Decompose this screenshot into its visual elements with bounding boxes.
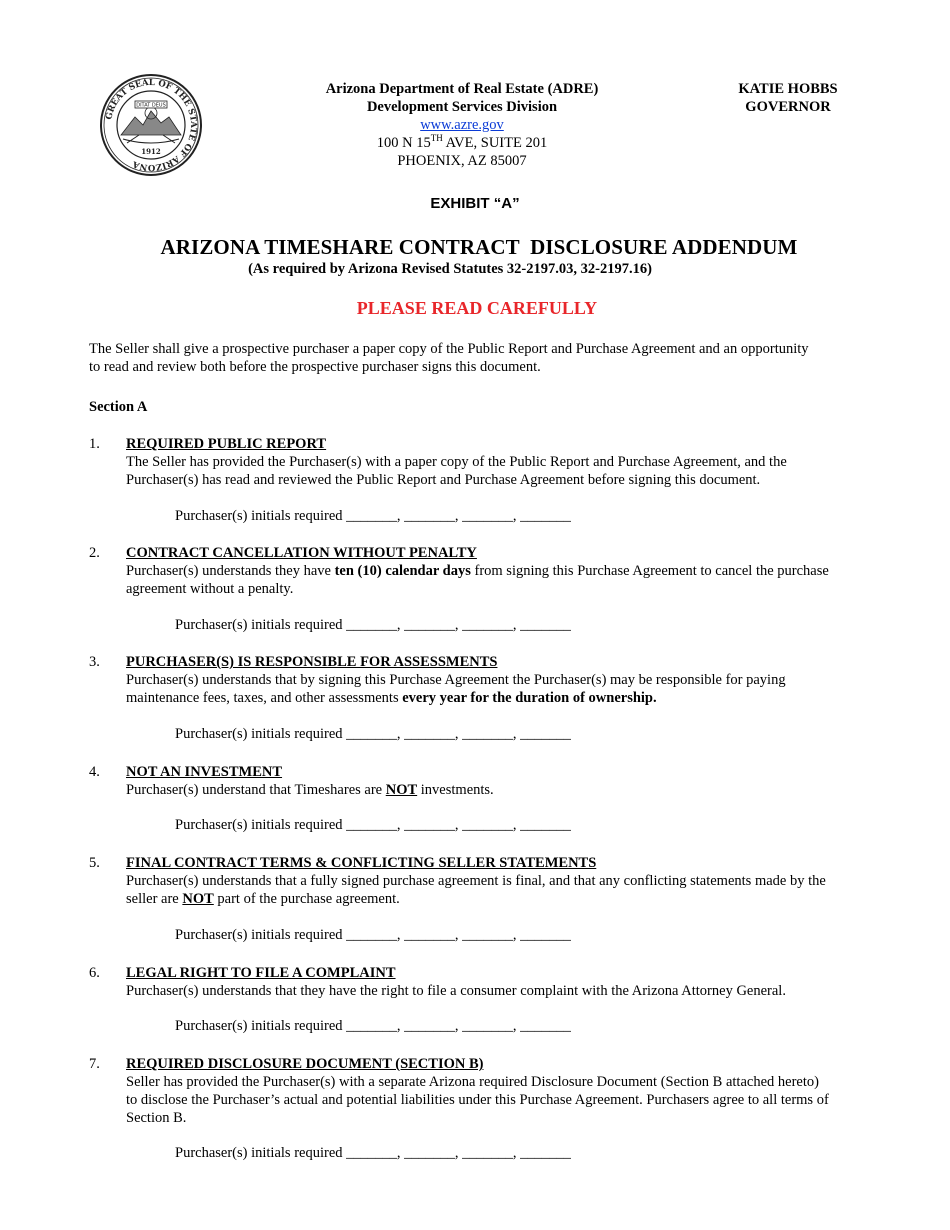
item-number: 2. bbox=[89, 545, 100, 561]
item-heading: FINAL CONTRACT TERMS & CONFLICTING SELLER STATEMENTS bbox=[126, 855, 597, 871]
initials-field-2[interactable]: Purchaser(s) initials required _______, _______, _______, _______ bbox=[175, 617, 571, 633]
agency-name: Arizona Department of Real Estate (ADRE) bbox=[325, 81, 599, 97]
item-body: Purchaser(s) understands that a fully signed purchase agreement is final, and that any conflicting statements made by the seller are NOT part of the purchase agreement. bbox=[126, 873, 826, 907]
svg-text:1912: 1912 bbox=[141, 147, 161, 156]
initials-field-7[interactable]: Purchaser(s) initials required _______, _______, _______, _______ bbox=[175, 1145, 571, 1161]
item-body: The Seller has provided the Purchaser(s) with a paper copy of the Public Report and Purchase Agreement, and the Purchaser(s) has read and reviewed the Public Report and Purchase Agreement before signing this document. bbox=[126, 454, 787, 488]
initials-field-3[interactable]: Purchaser(s) initials required _______, _______, _______, _______ bbox=[175, 726, 571, 742]
item-heading: LEGAL RIGHT TO FILE A COMPLAINT bbox=[126, 965, 396, 981]
arizona-state-seal bbox=[99, 73, 203, 177]
item-body: Purchaser(s) understands they have ten (10) calendar days from signing this Purchase Agreement to cancel the purchase agreement without a penalty. bbox=[126, 563, 829, 597]
svg-text:DITAT DEUS: DITAT DEUS bbox=[136, 102, 166, 109]
item-heading: REQUIRED DISCLOSURE DOCUMENT (SECTION B) bbox=[126, 1056, 484, 1072]
division-name: Development Services Division bbox=[366, 99, 558, 115]
initials-field-6[interactable]: Purchaser(s) initials required _______, _______, _______, _______ bbox=[175, 1018, 571, 1034]
city-address: PHOENIX, AZ 85007 bbox=[397, 153, 527, 169]
document-subtitle: (As required by Arizona Revised Statutes 32-2197.03, 32-2197.16) bbox=[248, 261, 652, 277]
disclosure-item-1 bbox=[89, 435, 899, 489]
disclosure-item-7 bbox=[89, 1055, 899, 1127]
intro-paragraph: The Seller shall give a prospective purchaser a paper copy of the Public Report and Purchase Agreement and an opportunity to read and review both before the prospective purchaser signs this document. bbox=[89, 341, 809, 375]
read-carefully-alert: PLEASE READ CAREFULLY bbox=[356, 298, 598, 318]
item-number: 7. bbox=[89, 1056, 100, 1072]
governor-name: KATIE HOBBS bbox=[738, 81, 838, 97]
section-a-label: Section A bbox=[89, 399, 148, 415]
item-number: 1. bbox=[89, 436, 100, 452]
disclosure-item-4 bbox=[89, 763, 899, 799]
item-number: 5. bbox=[89, 855, 100, 871]
item-heading: NOT AN INVESTMENT bbox=[126, 764, 283, 780]
item-body: Purchaser(s) understand that Timeshares are NOT investments. bbox=[126, 782, 494, 798]
item-body: Purchaser(s) understands that by signing this Purchase Agreement the Purchaser(s) may be responsible for paying maintenance fees, taxes, and other assessments every year for the duration of ownership. bbox=[126, 672, 786, 706]
disclosure-item-2 bbox=[89, 544, 899, 598]
disclosure-item-6 bbox=[89, 964, 899, 1000]
item-heading: CONTRACT CANCELLATION WITHOUT PENALTY bbox=[126, 545, 477, 561]
item-number: 3. bbox=[89, 654, 100, 670]
street-address: 100 N 15TH AVE, SUITE 201 bbox=[376, 133, 548, 151]
item-number: 6. bbox=[89, 965, 100, 981]
initials-field-1[interactable]: Purchaser(s) initials required _______, _______, _______, _______ bbox=[175, 508, 571, 524]
governor-block bbox=[712, 80, 864, 116]
item-body: Purchaser(s) understands that they have the right to file a consumer complaint with the Arizona Attorney General. bbox=[126, 983, 786, 999]
exhibit-label: EXHIBIT “A” bbox=[430, 195, 520, 212]
agency-header bbox=[262, 80, 662, 170]
document-title: ARIZONA TIMESHARE CONTRACT DISCLOSURE ADDENDUM bbox=[160, 235, 798, 259]
item-heading: REQUIRED PUBLIC REPORT bbox=[126, 436, 327, 452]
initials-field-4[interactable]: Purchaser(s) initials required _______, _______, _______, _______ bbox=[175, 817, 571, 833]
svg-text:GREAT SEAL OF THE STATE OF ARI: GREAT SEAL OF THE STATE OF ARIZONA bbox=[104, 77, 199, 173]
website-link[interactable]: www.azre.gov bbox=[420, 117, 504, 133]
item-heading: PURCHASER(S) IS RESPONSIBLE FOR ASSESSMENTS bbox=[126, 654, 498, 670]
disclosure-item-5 bbox=[89, 854, 899, 908]
initials-field-5[interactable]: Purchaser(s) initials required _______, _______, _______, _______ bbox=[175, 927, 571, 943]
disclosure-item-3 bbox=[89, 653, 899, 707]
item-body: Seller has provided the Purchaser(s) with a separate Arizona required Disclosure Document (Section B attached hereto) to disclose the Purchaser’s actual and potential liabilities under this Purchase Agreement. Purchasers agree to all terms of Section B. bbox=[126, 1074, 829, 1126]
governor-title: GOVERNOR bbox=[745, 99, 831, 115]
item-number: 4. bbox=[89, 764, 100, 780]
